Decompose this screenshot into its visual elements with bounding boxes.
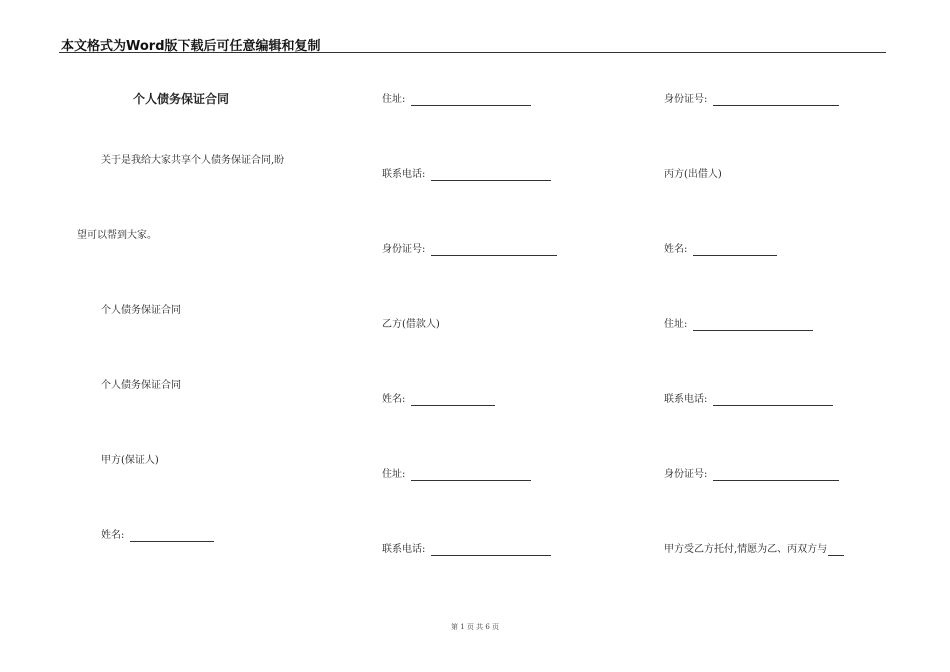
subtitle-2: 个人债务保证合同 bbox=[101, 380, 181, 391]
field-label: 住址: bbox=[382, 469, 406, 480]
field-label: 身份证号: bbox=[664, 469, 708, 480]
fill-blank bbox=[693, 245, 777, 256]
party-b-name-field bbox=[382, 394, 495, 406]
party-c-phone-field bbox=[664, 394, 833, 406]
party-a-id-field bbox=[382, 244, 557, 256]
party-a-address-field bbox=[382, 94, 531, 106]
party-a-name-field bbox=[101, 530, 214, 542]
fill-blank bbox=[828, 545, 844, 556]
field-label: 联系电话: bbox=[382, 544, 426, 555]
fill-blank bbox=[411, 395, 495, 406]
intro-line-2: 望可以帮到大家。 bbox=[77, 230, 157, 241]
field-label: 联系电话: bbox=[382, 169, 426, 180]
page-footer: 第 1 页 共 6 页 bbox=[450, 623, 500, 631]
fill-blank bbox=[431, 545, 551, 556]
fill-blank bbox=[130, 531, 214, 542]
page-header bbox=[59, 34, 886, 53]
contract-title: 个人债务保证合同 bbox=[133, 92, 230, 106]
fill-blank bbox=[693, 320, 813, 331]
guarantee-clause bbox=[664, 544, 844, 556]
clause-text: 甲方受乙方托付,情愿为乙、丙双方与 bbox=[664, 544, 828, 555]
fill-blank bbox=[431, 245, 557, 256]
fill-blank bbox=[713, 95, 839, 106]
fill-blank bbox=[411, 95, 531, 106]
fill-blank bbox=[411, 470, 531, 481]
fill-blank bbox=[713, 395, 833, 406]
field-label: 住址: bbox=[382, 94, 406, 105]
header-text: 本文格式为Word版下载后可任意编辑和复制 bbox=[61, 39, 321, 54]
party-c-label: 丙方(出借人) bbox=[664, 169, 722, 180]
party-b-id-field bbox=[664, 94, 839, 106]
field-label: 身份证号: bbox=[664, 94, 708, 105]
party-c-name-field bbox=[664, 244, 777, 256]
party-b-address-field bbox=[382, 469, 531, 481]
party-a-label: 甲方(保证人) bbox=[101, 455, 159, 466]
subtitle-1: 个人债务保证合同 bbox=[101, 305, 181, 316]
fill-blank bbox=[431, 170, 551, 181]
intro-line-1: 关于是我给大家共享个人债务保证合同,盼 bbox=[101, 155, 285, 166]
party-b-phone-field bbox=[382, 544, 551, 556]
field-label: 身份证号: bbox=[382, 244, 426, 255]
field-label: 姓名: bbox=[382, 394, 406, 405]
field-label: 住址: bbox=[664, 319, 688, 330]
field-label: 联系电话: bbox=[664, 394, 708, 405]
party-c-address-field bbox=[664, 319, 813, 331]
party-b-label: 乙方(借款人) bbox=[382, 319, 440, 330]
field-label: 姓名: bbox=[101, 530, 125, 541]
party-c-id-field bbox=[664, 469, 839, 481]
party-a-phone-field bbox=[382, 169, 551, 181]
field-label: 姓名: bbox=[664, 244, 688, 255]
fill-blank bbox=[713, 470, 839, 481]
